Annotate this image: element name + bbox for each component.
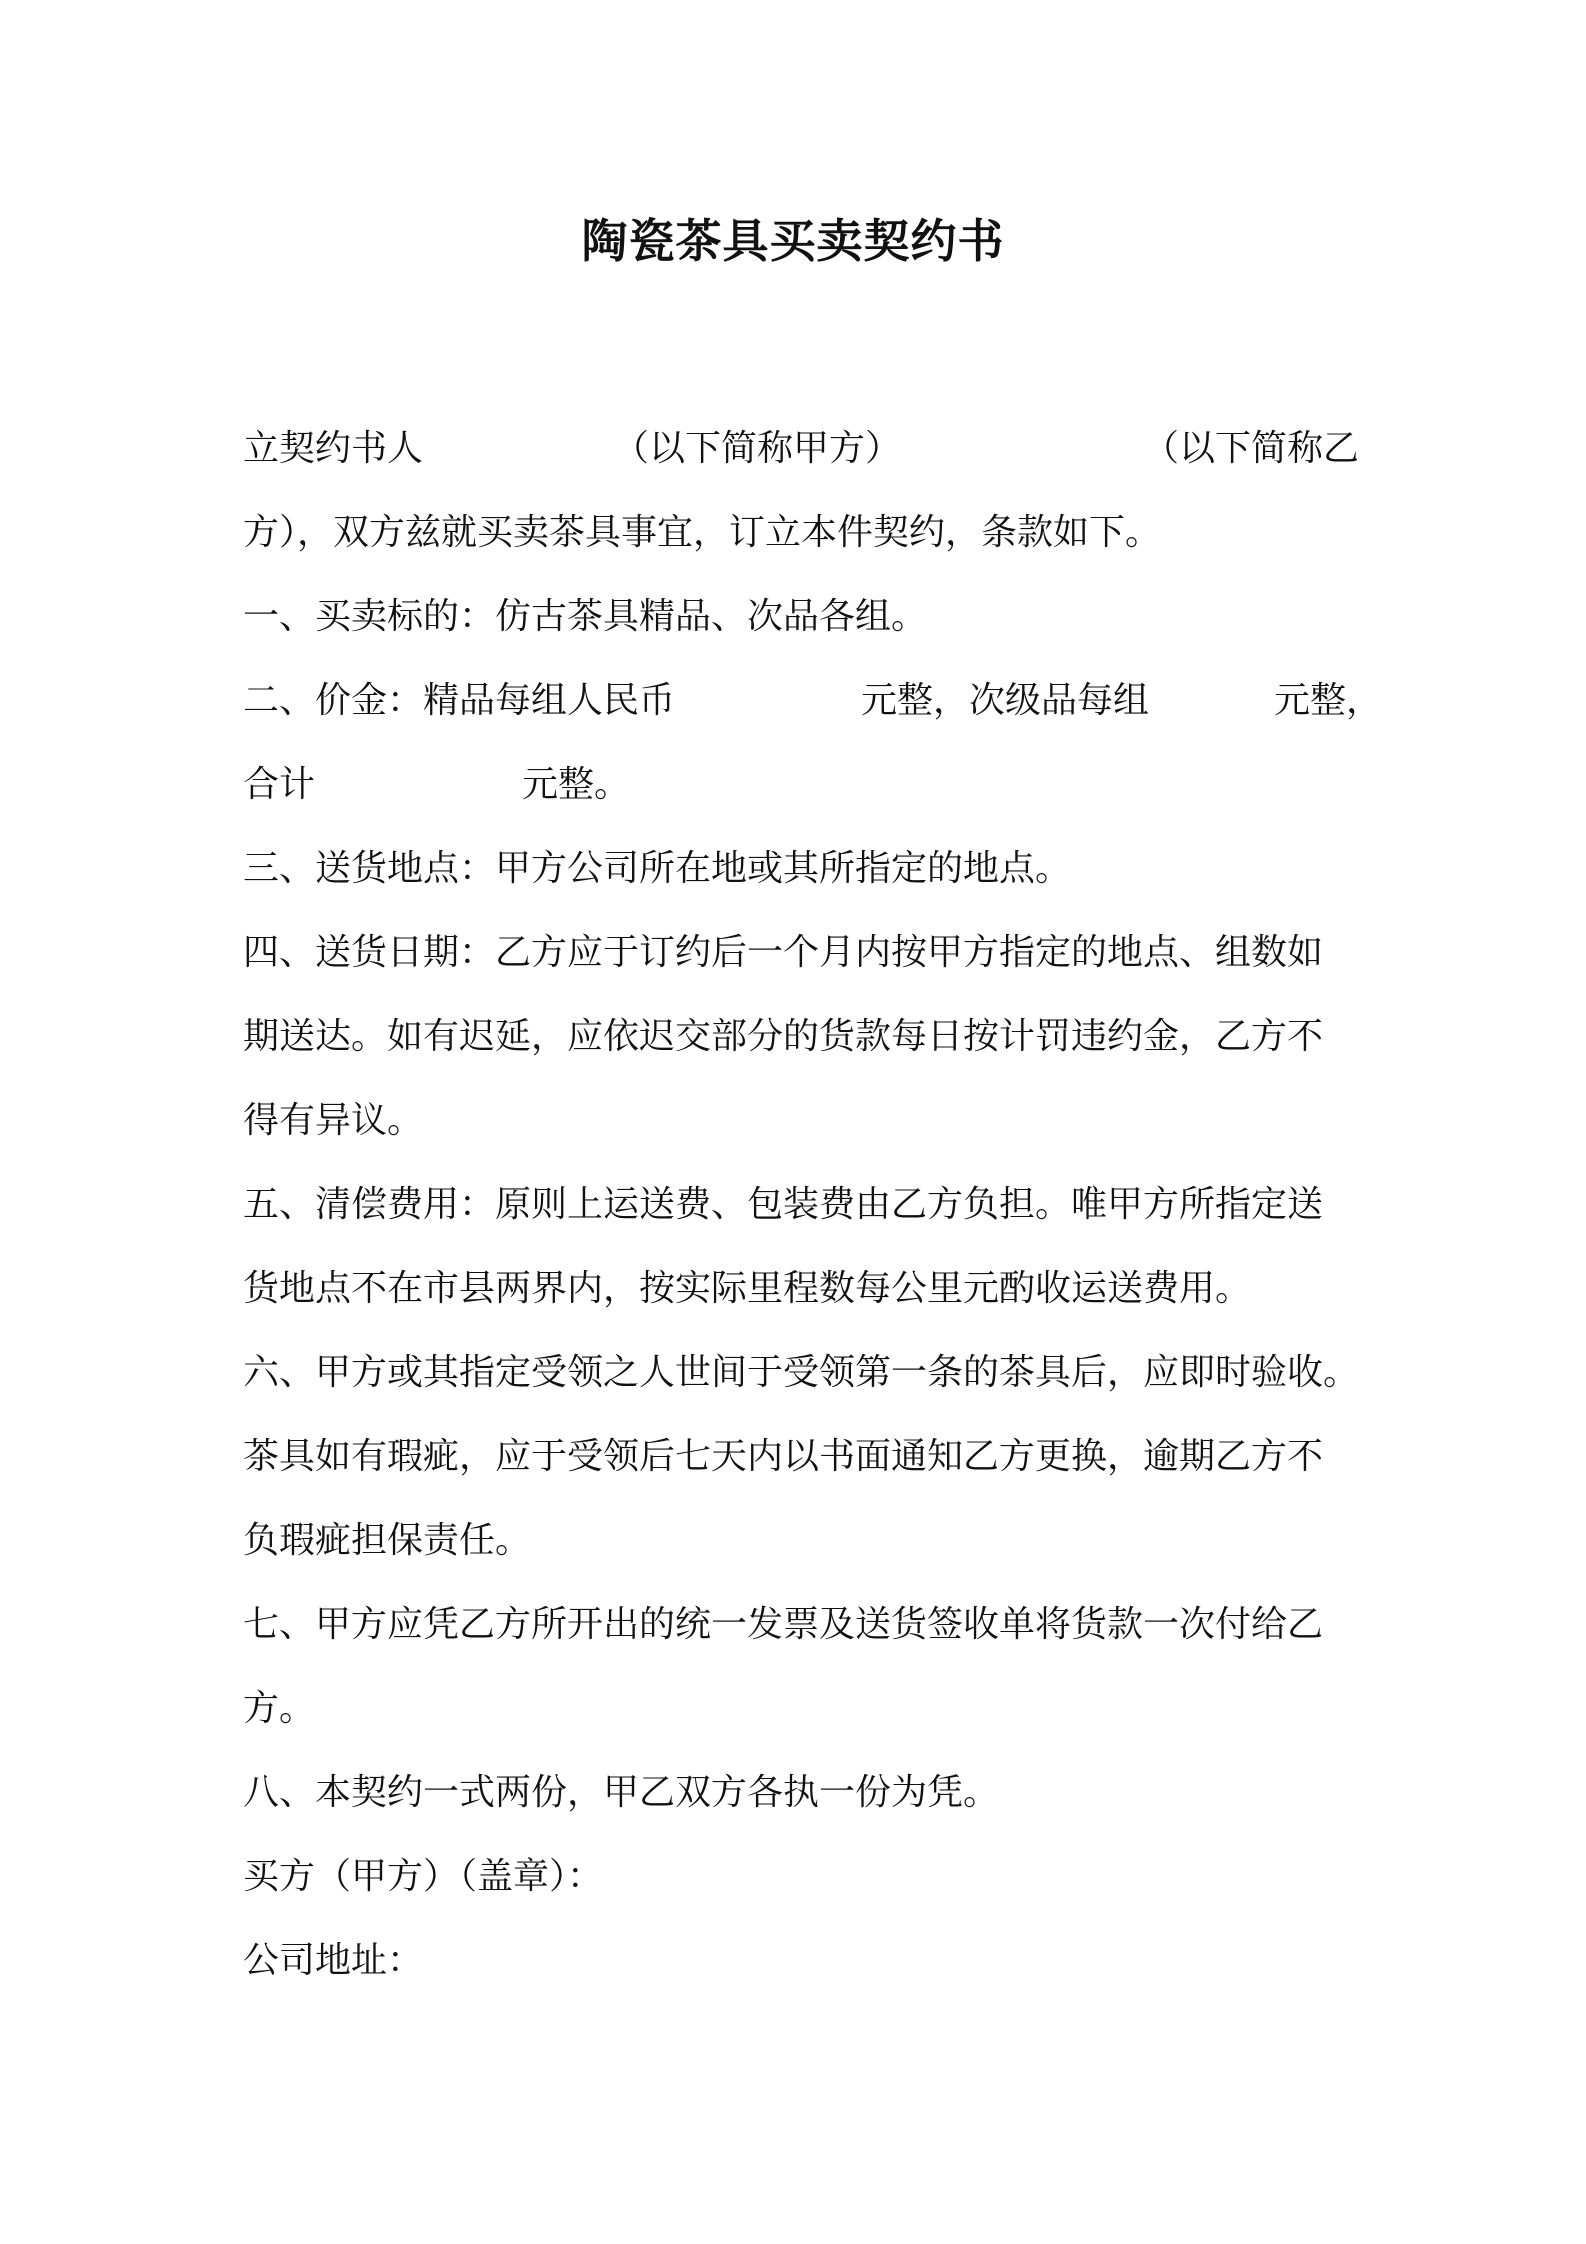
clause-4-line-2: 期送达。如有迟延，应依迟交部分的货款每日按计罚违约金，乙方不 [243,1016,1324,1057]
clause-2-second-grade: 元整，次级品每组 [861,680,1150,721]
clause-2-unit: 元整， [1274,680,1383,721]
clause-2 [243,659,1383,743]
clause-5-line-1: 五、清偿费用：原则上运送费、包装费由乙方负担。唯甲方所指定送 [243,1184,1324,1225]
clause-6-line-3: 负瑕疵担保责任。 [243,1520,532,1561]
clause-6-line-2: 茶具如有瑕疵，应于受领后七天内以书面通知乙方更换，逾期乙方不 [243,1436,1324,1477]
parties-prefix: 立契约书人 [243,428,424,469]
clause-2-total [243,743,1363,827]
clause-3: 三、送货地点：甲方公司所在地或其所指定的地点。 [243,848,1072,889]
clause-2-price-label: 二、价金：精品每组人民币 [243,680,676,721]
party-b-note: （以下简称乙 [1143,428,1360,469]
clause-4-line-1: 四、送货日期：乙方应于订约后一个月内按甲方指定的地点、组数如 [243,932,1324,973]
total-label: 合计 [243,764,316,805]
buyer-signature: 买方（甲方）（盖章）： [243,1856,604,1897]
parties-line [243,407,1363,491]
document-title: 陶瓷茶具买卖契约书 [581,214,1005,268]
clause-1: 一、买卖标的：仿古茶具精品、次品各组。 [243,596,928,637]
clause-7-line-1: 七、甲方应凭乙方所开出的统一发票及送货签收单将货款一次付给乙 [243,1604,1324,1645]
contract-body [243,407,1383,2003]
total-unit: 元整。 [522,764,631,805]
company-address: 公司地址： [243,1940,424,1981]
party-a-note: （以下简称甲方） [613,428,902,469]
clause-5-line-2: 货地点不在市县两界内，按实际里程数每公里元酌收运送费用。 [243,1268,1252,1309]
clause-8: 八、本契约一式两份，甲乙双方各执一份为凭。 [243,1772,1000,1813]
clause-4-line-3: 得有异议。 [243,1100,424,1141]
clause-7-line-2: 方。 [243,1688,316,1729]
intro-continuation: 方），双方兹就买卖茶具事宜，订立本件契约，条款如下。 [243,512,1162,553]
clause-6-line-1: 六、甲方或其指定受领之人世间于受领第一条的茶具后，应即时验收。 [243,1352,1360,1393]
